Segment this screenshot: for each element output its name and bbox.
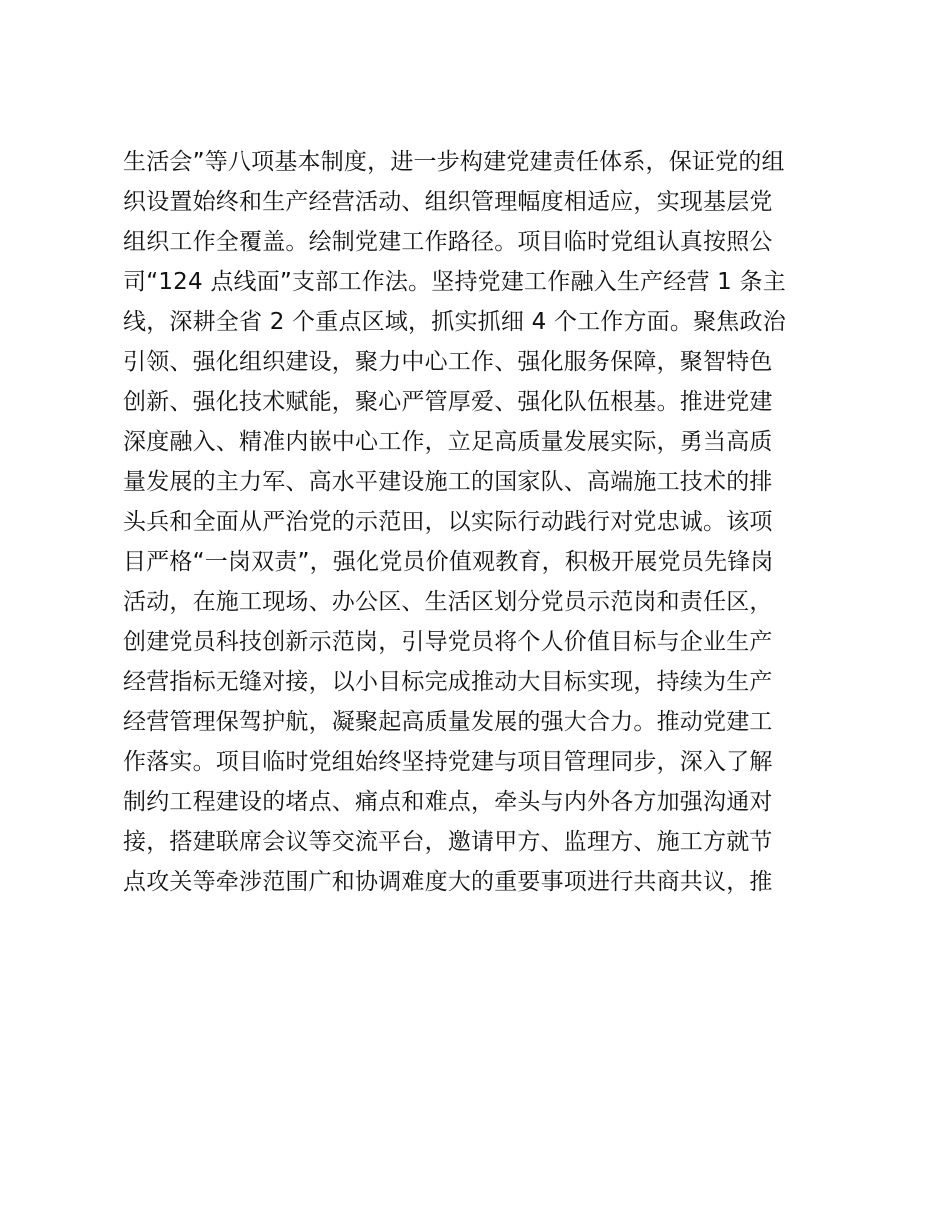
text-line: 深度融入、精准内嵌中心工作，立足高质量发展实际，勇当高质 (123, 429, 773, 455)
text-line: 生活会”等八项基本制度，进一步构建党建责任体系，保证党的组 (123, 149, 785, 175)
text-line: 接，搭建联席会议等交流平台，邀请甲方、监理方、施工方就节 (123, 829, 773, 855)
text-line: 组织工作全覆盖。绘制党建工作路径。项目临时党组认真按照公 (123, 229, 773, 255)
text-line: 目严格“一岗双责”，强化党员价值观教育，积极开展党员先锋岗 (123, 549, 774, 575)
text-line: 创新、强化技术赋能，聚心严管厚爱、强化队伍根基。推进党建 (123, 389, 773, 415)
text-line: 活动，在施工现场、办公区、生活区划分党员示范岗和责任区， (123, 589, 773, 615)
text-line: 引领、强化组织建设，聚力中心工作、强化服务保障，聚智特色 (123, 349, 773, 375)
text-line: 经营管理保驾护航，凝聚起高质量发展的强大合力。推动党建工 (123, 709, 773, 735)
text-line: 点攻关等牵涉范围广和协调难度大的重要事项进行共商共议，推 (123, 869, 773, 895)
text-line: 司“124 点线面”支部工作法。坚持党建工作融入生产经营 1 条主 (123, 269, 786, 295)
text-line: 制约工程建设的堵点、痛点和难点，牵头与内外各方加强沟通对 (123, 789, 773, 815)
body-paragraph (123, 142, 833, 902)
text-line: 创建党员科技创新示范岗，引导党员将个人价值目标与企业生产 (123, 629, 773, 655)
text-line: 织设置始终和生产经营活动、组织管理幅度相适应，实现基层党 (123, 189, 773, 215)
text-line: 经营指标无缝对接，以小目标完成推动大目标实现，持续为生产 (123, 669, 773, 695)
text-line: 线，深耕全省 2 个重点区域，抓实抓细 4 个工作方面。聚焦政治 (123, 309, 786, 335)
text-line: 量发展的主力军、高水平建设施工的国家队、高端施工技术的排 (123, 469, 773, 495)
text-line: 头兵和全面从严治党的示范田，以实际行动践行对党忠诚。该项 (123, 509, 773, 535)
text-line: 作落实。项目临时党组始终坚持党建与项目管理同步，深入了解 (123, 749, 773, 775)
